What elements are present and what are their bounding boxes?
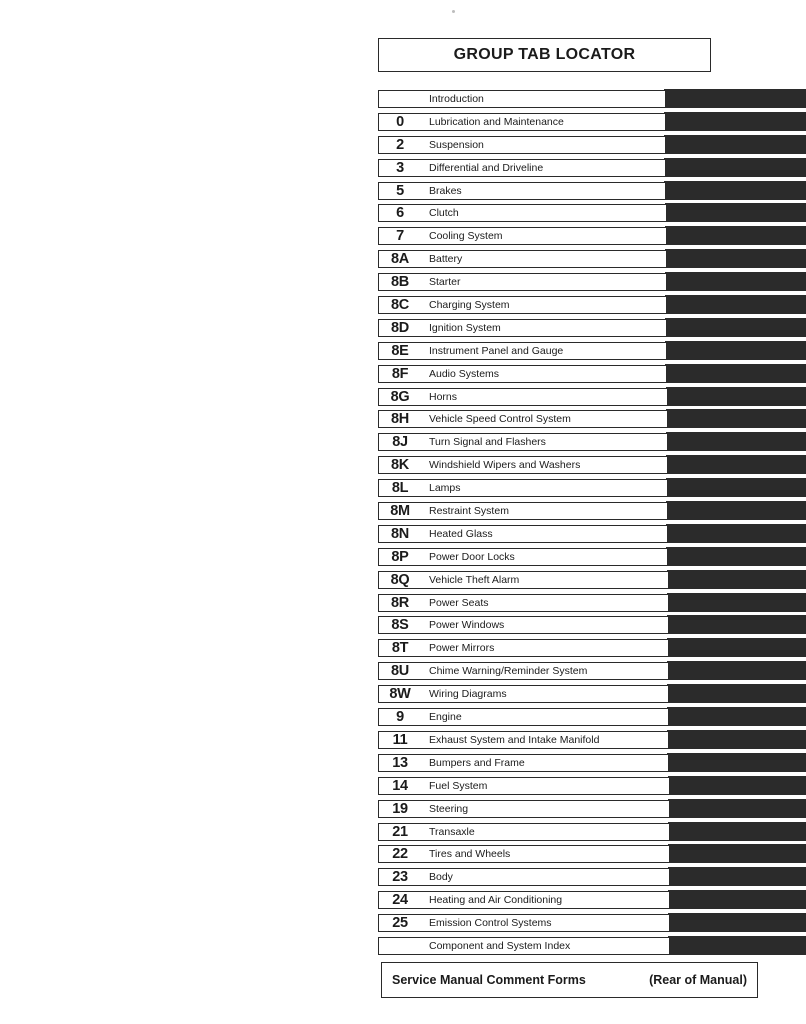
comment-forms-location: (Rear of Manual) (649, 973, 747, 987)
tab-row[interactable] (378, 455, 806, 478)
black-tab-marker (664, 181, 806, 200)
black-tab-marker (666, 547, 806, 566)
black-tab-marker (665, 272, 806, 291)
group-title: Cooling System (429, 230, 503, 243)
tab-entry-box (378, 639, 669, 657)
group-title: Fuel System (429, 779, 488, 792)
group-title: Power Windows (429, 619, 505, 632)
tab-row[interactable] (378, 776, 806, 799)
group-number: 8R (391, 594, 409, 611)
group-title: Tires and Wheels (429, 848, 511, 861)
group-title: Introduction (429, 93, 484, 105)
group-title: Differential and Driveline (429, 161, 544, 174)
tab-row[interactable] (378, 203, 806, 226)
group-title: Vehicle Theft Alarm (429, 573, 520, 586)
group-number: 7 (396, 228, 404, 245)
group-title: Turn Signal and Flashers (429, 436, 546, 449)
group-number: 23 (392, 869, 408, 886)
black-tab-marker (665, 249, 806, 268)
black-tab-marker (668, 913, 806, 932)
tab-row[interactable] (378, 272, 806, 295)
tab-entry-box (378, 754, 669, 772)
title-box (378, 38, 711, 72)
tab-row[interactable] (378, 753, 806, 776)
tab-row[interactable] (378, 707, 806, 730)
tab-row[interactable] (378, 135, 806, 158)
group-title: Emission Control Systems (429, 917, 552, 930)
black-tab-marker (668, 822, 806, 841)
group-number: 13 (392, 754, 408, 771)
tab-entry-box (378, 571, 669, 589)
group-title: Power Door Locks (429, 550, 515, 563)
scan-speck (452, 10, 455, 13)
tab-entry-box (378, 479, 668, 497)
black-tab-marker (666, 387, 806, 406)
tab-row[interactable] (378, 432, 806, 455)
group-title: Body (429, 871, 453, 884)
group-title: Instrument Panel and Gauge (429, 344, 564, 357)
group-title: Bumpers and Frame (429, 756, 525, 769)
group-title: Vehicle Speed Control System (429, 413, 571, 426)
tab-locator-list (378, 89, 806, 959)
tab-entry-box (378, 891, 670, 909)
group-number: 21 (392, 823, 408, 840)
tab-row[interactable] (378, 822, 806, 845)
group-title: Heating and Air Conditioning (429, 894, 563, 907)
tab-row[interactable] (378, 501, 806, 524)
group-title: Power Mirrors (429, 642, 495, 655)
black-tab-marker (668, 844, 806, 863)
tab-row[interactable] (378, 409, 806, 432)
tab-entry-box (378, 800, 670, 818)
tab-entry-box (378, 937, 670, 955)
tab-entry-box (378, 113, 666, 131)
tab-row[interactable] (378, 799, 806, 822)
black-tab-marker (668, 867, 806, 886)
tab-row[interactable] (378, 181, 806, 204)
black-tab-marker (666, 432, 806, 451)
comment-forms-label: Service Manual Comment Forms (392, 973, 586, 987)
tab-entry-box (378, 594, 669, 612)
tab-entry-box (378, 365, 667, 383)
black-tab-marker (667, 661, 806, 680)
tab-entry-box (378, 250, 667, 268)
tab-row[interactable] (378, 913, 806, 936)
black-tab-marker (664, 89, 806, 108)
group-title: Ignition System (429, 321, 501, 334)
tab-entry-box (378, 388, 668, 406)
black-tab-marker (667, 730, 806, 749)
tab-row[interactable] (378, 684, 806, 707)
black-tab-marker (666, 478, 806, 497)
group-number: 24 (392, 892, 408, 909)
black-tab-marker (664, 158, 806, 177)
group-number: 8U (391, 663, 409, 680)
tab-entry-box (378, 296, 667, 314)
black-tab-marker (667, 753, 806, 772)
tab-entry-box (378, 90, 666, 108)
black-tab-marker (665, 226, 806, 245)
group-title: Chime Warning/Reminder System (429, 665, 588, 678)
group-number: 8B (391, 274, 409, 291)
tab-entry-box (378, 845, 670, 863)
tab-entry-box (378, 914, 670, 932)
tab-entry-box (378, 342, 667, 360)
tab-row[interactable] (378, 364, 806, 387)
tab-entry-box (378, 182, 666, 200)
tab-row[interactable] (378, 158, 806, 181)
group-number: 8S (391, 617, 409, 634)
group-number: 3 (396, 159, 404, 176)
group-number: 8D (391, 319, 409, 336)
group-title: Transaxle (429, 825, 475, 838)
group-number: 8L (391, 480, 409, 497)
group-number: 22 (392, 846, 408, 863)
tab-row[interactable] (378, 341, 806, 364)
group-number: 8G (390, 388, 410, 405)
black-tab-marker (664, 112, 806, 131)
group-title: Lubrication and Maintenance (429, 115, 564, 128)
tab-row[interactable] (378, 387, 806, 410)
black-tab-marker (668, 890, 806, 909)
group-title: Component and System Index (429, 939, 571, 952)
black-tab-marker (668, 936, 806, 955)
tab-row[interactable] (378, 936, 806, 959)
black-tab-marker (668, 776, 806, 795)
black-tab-marker (665, 364, 806, 383)
tab-row[interactable] (378, 661, 806, 684)
tab-row[interactable] (378, 112, 806, 135)
tab-entry-box (378, 777, 670, 795)
group-title: Steering (429, 802, 469, 815)
tab-row[interactable] (378, 615, 806, 638)
tab-row[interactable] (378, 524, 806, 547)
group-number: 8F (391, 365, 409, 382)
tab-entry-box (378, 433, 668, 451)
group-title: Brakes (429, 184, 462, 197)
tab-row[interactable] (378, 570, 806, 593)
group-title: Power Seats (429, 596, 489, 609)
group-title: Audio Systems (429, 367, 500, 380)
tab-entry-box (378, 548, 668, 566)
group-number: 2 (396, 136, 404, 153)
group-title: Suspension (429, 138, 484, 151)
group-title: Clutch (429, 207, 459, 220)
group-title: Windshield Wipers and Washers (429, 459, 581, 472)
group-title: Battery (429, 253, 463, 266)
tab-row[interactable] (378, 295, 806, 318)
group-number: 8Q (390, 571, 410, 588)
group-title: Restraint System (429, 505, 509, 518)
tab-entry-box (378, 731, 669, 749)
group-title: Heated Glass (429, 527, 493, 540)
group-number: 8T (391, 640, 409, 657)
group-number: 8P (391, 548, 409, 565)
tab-row[interactable] (378, 89, 806, 112)
black-tab-marker (666, 455, 806, 474)
tab-entry-box (378, 136, 666, 154)
tab-entry-box (378, 662, 669, 680)
page-title: GROUP TAB LOCATOR (453, 46, 636, 63)
group-number: 19 (392, 800, 408, 817)
group-title: Wiring Diagrams (429, 688, 507, 701)
group-number: 8N (391, 525, 409, 542)
black-tab-marker (667, 684, 806, 703)
tab-row[interactable] (378, 226, 806, 249)
tab-row[interactable] (378, 867, 806, 890)
tab-row[interactable] (378, 249, 806, 272)
black-tab-marker (664, 135, 806, 154)
black-tab-marker (667, 638, 806, 657)
group-number: 9 (396, 709, 404, 726)
group-number: 8W (389, 686, 411, 703)
tab-entry-box (378, 823, 670, 841)
group-number: 8E (391, 342, 409, 359)
black-tab-marker (665, 295, 806, 314)
tab-entry-box (378, 708, 669, 726)
tab-entry-box (378, 204, 667, 222)
tab-row[interactable] (378, 318, 806, 341)
group-title: Exhaust System and Intake Manifold (429, 733, 600, 746)
tab-entry-box (378, 525, 668, 543)
group-number: 8C (391, 297, 409, 314)
group-title: Horns (429, 390, 458, 403)
tab-entry-box (378, 616, 669, 634)
tab-row[interactable] (378, 478, 806, 501)
group-number: 14 (392, 777, 408, 794)
tab-entry-box (378, 319, 667, 337)
black-tab-marker (666, 409, 806, 428)
black-tab-marker (667, 593, 806, 612)
group-number: 6 (396, 205, 404, 222)
group-title: Lamps (429, 482, 461, 495)
black-tab-marker (668, 799, 806, 818)
group-title: Charging System (429, 299, 510, 312)
black-tab-marker (666, 524, 806, 543)
tab-entry-box (378, 159, 666, 177)
group-number: 0 (396, 113, 404, 130)
tab-row[interactable] (378, 593, 806, 616)
tab-entry-box (378, 868, 670, 886)
tab-entry-box (378, 273, 667, 291)
black-tab-marker (665, 341, 806, 360)
tab-row[interactable] (378, 890, 806, 913)
tab-row[interactable] (378, 547, 806, 570)
tab-entry-box (378, 502, 668, 520)
group-title: Engine (429, 711, 462, 724)
black-tab-marker (665, 203, 806, 222)
tab-entry-box (378, 685, 669, 703)
group-number: 8H (391, 411, 409, 428)
comment-forms-box (381, 962, 758, 998)
group-title: Starter (429, 276, 461, 289)
tab-entry-box (378, 410, 668, 428)
tab-row[interactable] (378, 638, 806, 661)
black-tab-marker (666, 501, 806, 520)
tab-row[interactable] (378, 730, 806, 753)
group-number: 8A (391, 251, 409, 268)
black-tab-marker (665, 318, 806, 337)
group-number: 5 (396, 182, 404, 199)
group-number: 8J (392, 434, 408, 451)
group-number: 11 (392, 731, 408, 748)
tab-entry-box (378, 456, 668, 474)
black-tab-marker (667, 570, 806, 589)
black-tab-marker (667, 615, 806, 634)
group-number: 8K (391, 457, 409, 474)
tab-row[interactable] (378, 844, 806, 867)
tab-entry-box (378, 227, 667, 245)
group-number: 25 (392, 915, 408, 932)
black-tab-marker (667, 707, 806, 726)
group-number: 8M (390, 503, 410, 520)
